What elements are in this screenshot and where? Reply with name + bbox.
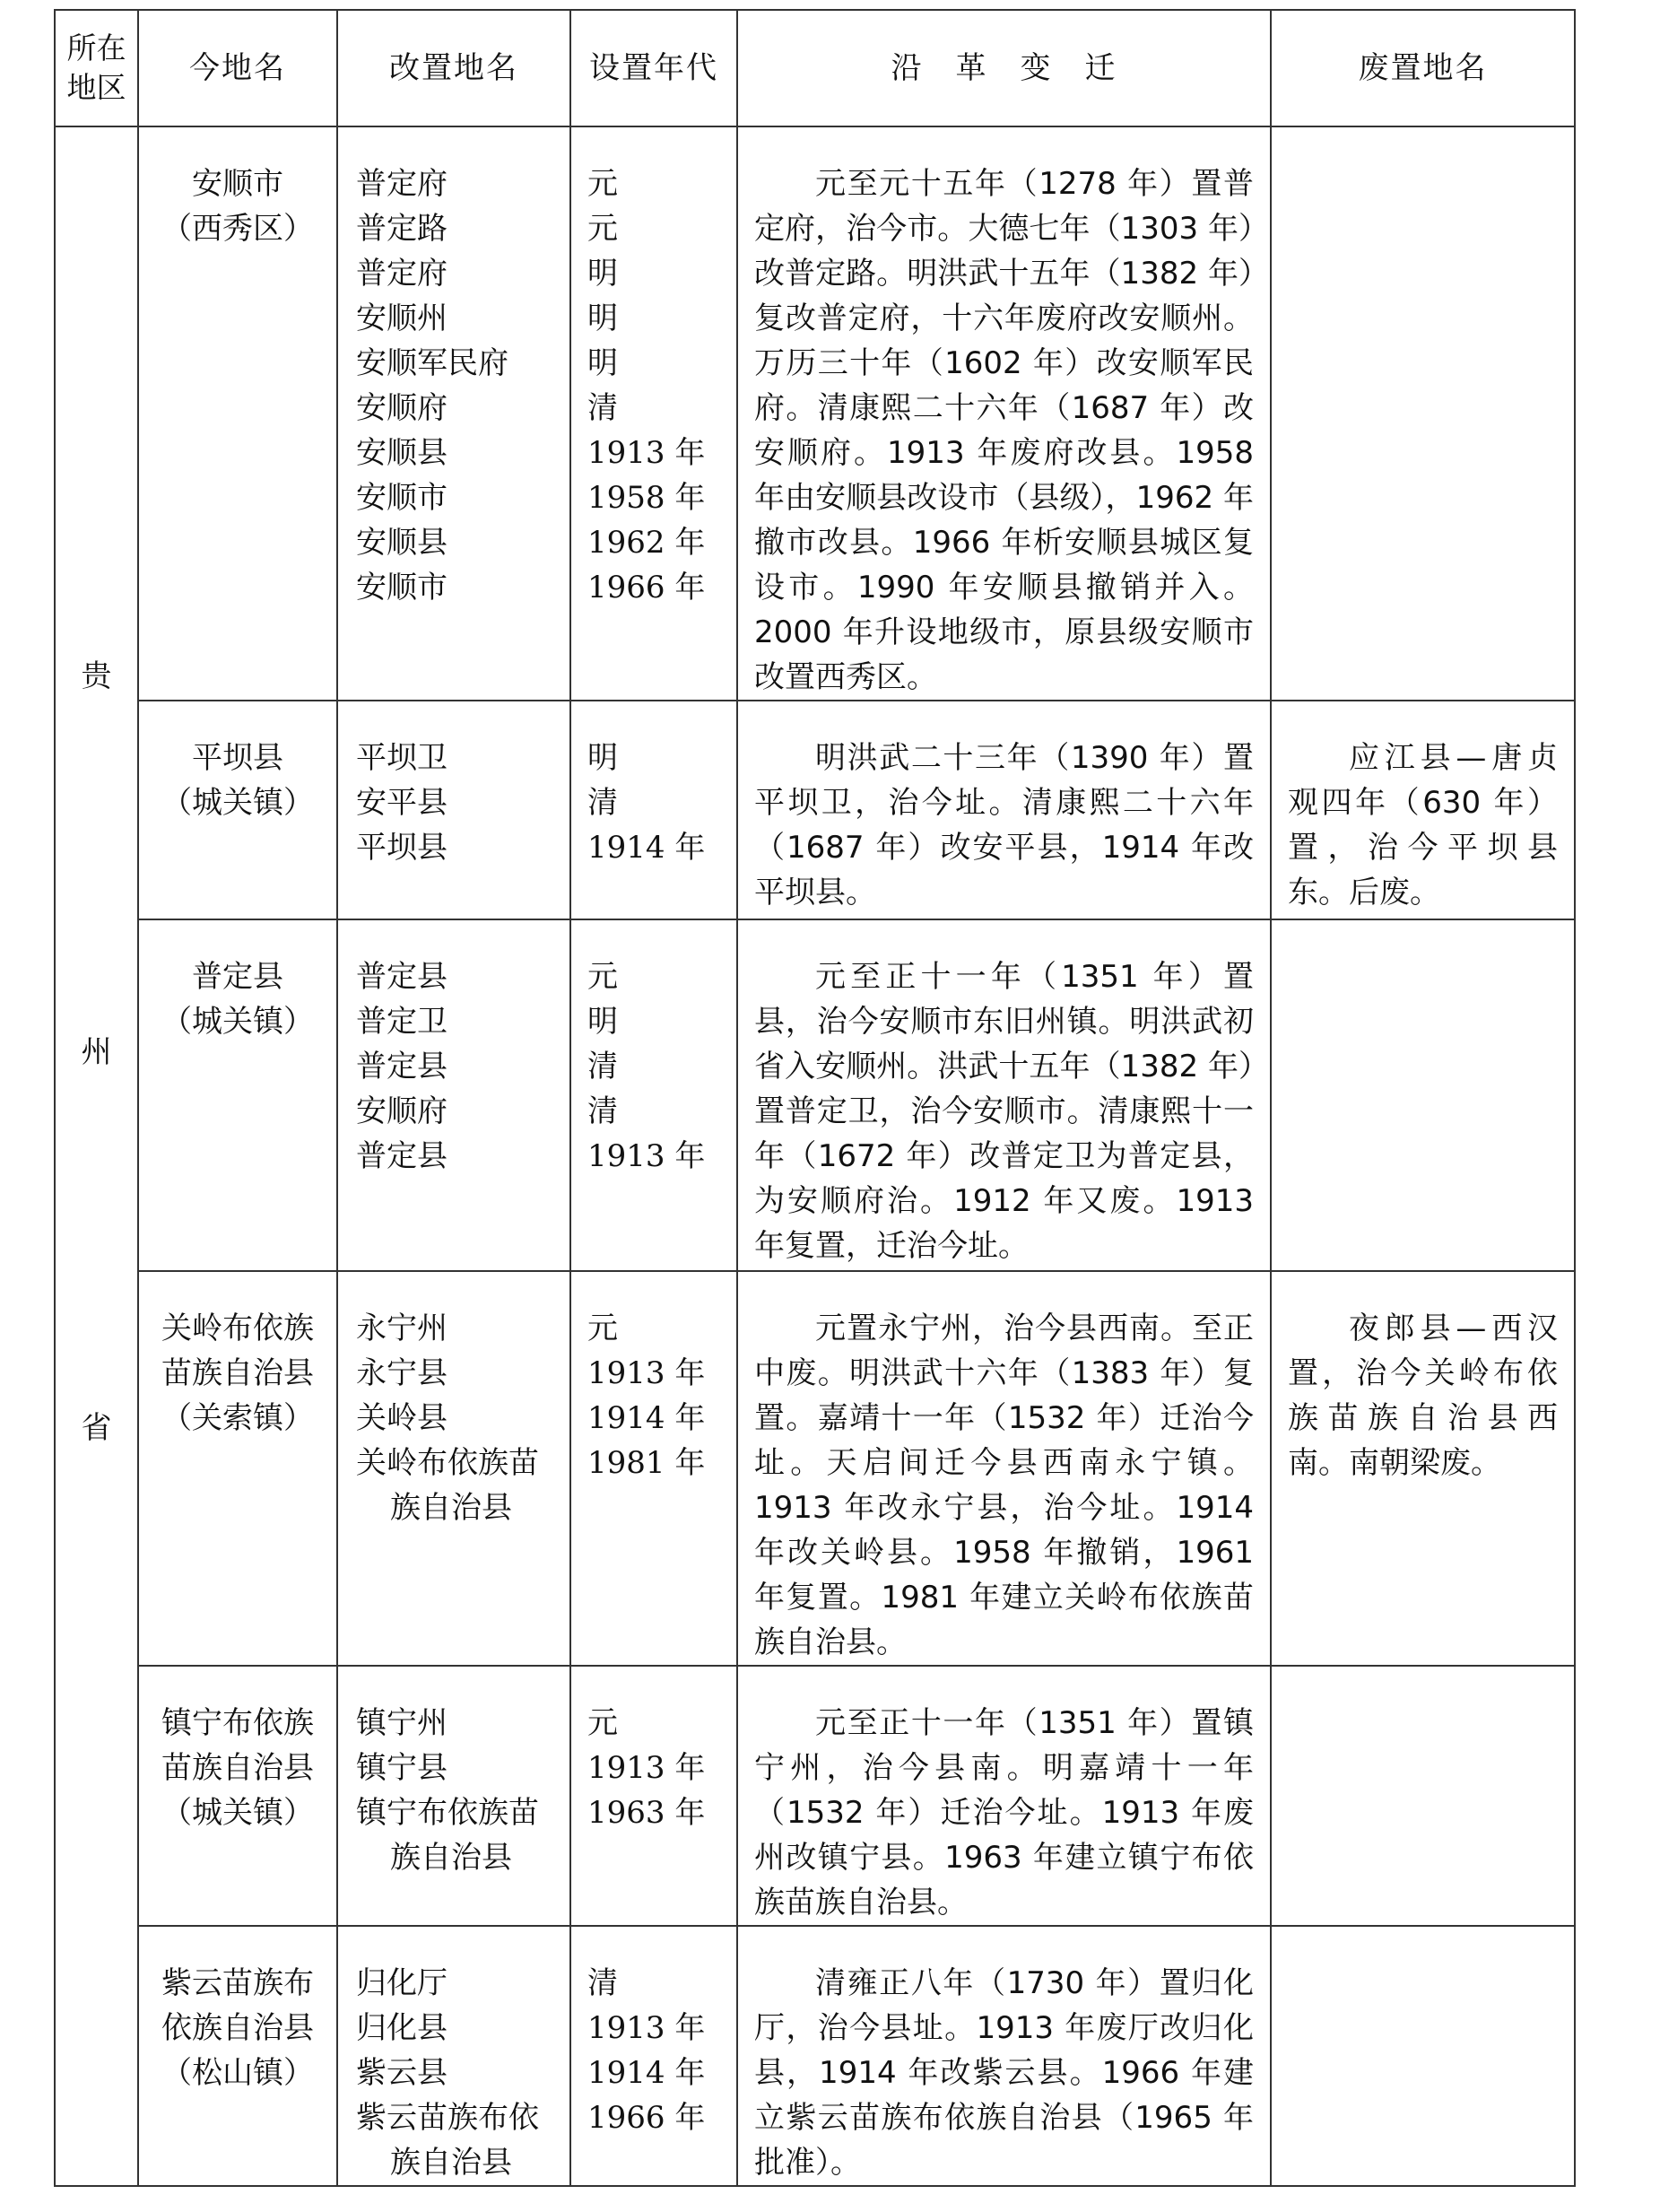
year: 1958 年: [587, 480, 706, 516]
year: 1966 年: [587, 570, 706, 605]
former-name: 普定县: [356, 1138, 448, 1174]
former-name-cell: [337, 919, 570, 1271]
former-name: 普定卫: [356, 1004, 448, 1040]
former-name: 普定县: [356, 959, 448, 995]
former-name: 安顺府: [356, 1093, 448, 1129]
former-name: 永宁县: [356, 1355, 448, 1391]
current-name-cell: [138, 701, 337, 919]
current-seat: （松山镇）: [161, 2055, 314, 2091]
current-name: 关岭布依族: [161, 1311, 314, 1346]
table-row: [55, 1926, 1575, 2186]
year: 1962 年: [587, 525, 706, 561]
year: 清: [587, 390, 618, 426]
year-cell: [570, 126, 737, 701]
header-region: 所在地区: [55, 10, 138, 126]
table-row: [55, 919, 1575, 1271]
year-cell: [570, 919, 737, 1271]
former-name: 归化县: [356, 2010, 448, 2046]
current-name: 苗族自治县: [161, 1355, 314, 1391]
abolished-text: 应江县—唐贞观四年（630 年）置，治今平坝县东。后废。: [1288, 740, 1558, 910]
current-seat: （城关镇）: [161, 1004, 314, 1040]
former-name: 族自治县: [390, 2145, 512, 2181]
abolished-cell: [1271, 919, 1575, 1271]
year: 明: [587, 300, 618, 336]
history-cell: [737, 1271, 1271, 1666]
former-name: 紫云县: [356, 2055, 448, 2091]
current-name: 镇宁布依族: [161, 1705, 314, 1741]
current-seat: （城关镇）: [161, 785, 314, 821]
former-name: 安顺军民府: [356, 345, 508, 381]
former-name: 镇宁县: [356, 1750, 448, 1786]
header-former-name: 改置地名: [337, 10, 570, 126]
year-cell: [570, 1666, 737, 1926]
year: 明: [587, 256, 618, 292]
year: 1914 年: [587, 2055, 706, 2091]
current-name-cell: [138, 1926, 337, 2186]
abolished-text: 夜郎县—西汉置，治今关岭布依族苗族自治县西南。南朝梁废。: [1288, 1311, 1558, 1481]
current-seat: （城关镇）: [161, 1795, 314, 1831]
former-name: 普定府: [356, 166, 448, 202]
former-name: 普定路: [356, 211, 448, 247]
year: 明: [587, 740, 618, 776]
year-cell: [570, 1271, 737, 1666]
history-cell: [737, 1666, 1271, 1926]
year: 清: [587, 785, 618, 821]
year: 元: [587, 166, 618, 202]
former-name: 紫云苗族布依: [356, 2100, 539, 2136]
year: 明: [587, 1004, 618, 1040]
year: 元: [587, 1311, 618, 1346]
header-current-name: 今地名: [138, 10, 337, 126]
current-name-cell: [138, 919, 337, 1271]
former-name: 族自治县: [390, 1840, 512, 1876]
former-name: 镇宁州: [356, 1705, 448, 1741]
former-name-cell: [337, 126, 570, 701]
history-cell: [737, 126, 1271, 701]
former-name-cell: [337, 1271, 570, 1666]
abolished-cell: [1271, 1926, 1575, 2186]
year: 元: [587, 959, 618, 995]
table-row: [55, 701, 1575, 919]
year: 1963 年: [587, 1795, 706, 1831]
history-text: 元至元十五年（1278 年）置普定府，治今市。大德七年（1303 年）改普定路。明洪武十五年（1382 年）复改普定府，十六年废府改安顺州。万历三十年（1602 年）改安顺军民府。清康熙二十六年（1687 年）改安顺府。1913 年废府改县。1958 年由安顺县改设市（县级），1962 年撤市改县。1966 年析安顺县城区复设市。1990 年安顺县撤销并入。2000 年升设地级市，原县级安顺市改置西秀区。: [754, 166, 1254, 695]
year: 1913 年: [587, 435, 706, 471]
former-name: 普定县: [356, 1049, 448, 1084]
current-name: 安顺市: [192, 166, 283, 202]
former-name: 安顺县: [356, 435, 448, 471]
history-cell: [737, 1926, 1271, 2186]
place-name-table: [54, 9, 1576, 2187]
year-cell: [570, 1926, 737, 2186]
header-row: [55, 10, 1575, 126]
abolished-cell: [1271, 126, 1575, 701]
former-name: 安顺州: [356, 300, 448, 336]
year: 1913 年: [587, 1355, 706, 1391]
former-name: 安顺市: [356, 570, 448, 605]
header-abolished: 废置地名: [1271, 10, 1575, 126]
former-name: 安顺府: [356, 390, 448, 426]
former-name-cell: [337, 701, 570, 919]
region-char: 贵: [81, 658, 112, 694]
former-name: 永宁州: [356, 1311, 448, 1346]
abolished-cell: [1271, 1666, 1575, 1926]
region-cell: [55, 126, 138, 2186]
header-history: 沿 革 变 迁: [737, 10, 1271, 126]
former-name: 镇宁布依族苗: [356, 1795, 539, 1831]
year: 1966 年: [587, 2100, 706, 2136]
current-name: 平坝县: [192, 740, 283, 776]
year: 清: [587, 1965, 618, 2001]
history-text: 元置永宁州，治今县西南。至正中废。明洪武十六年（1383 年）复置。嘉靖十一年（1532 年）迁治今址。天启间迁今县西南永宁镇。1913 年改永宁县，治今址。1914 年改关岭县。1958 年撤销，1961 年复置。1981 年建立关岭布依族苗族自治县。: [754, 1311, 1254, 1660]
former-name: 普定府: [356, 256, 448, 292]
year: 元: [587, 1705, 618, 1741]
current-name-cell: [138, 1666, 337, 1926]
year: 清: [587, 1093, 618, 1129]
current-seat: （西秀区）: [161, 211, 314, 247]
current-name: 依族自治县: [161, 2010, 314, 2046]
history-cell: [737, 919, 1271, 1271]
current-name: 苗族自治县: [161, 1750, 314, 1786]
former-name: 安平县: [356, 785, 448, 821]
history-cell: [737, 701, 1271, 919]
year: 1913 年: [587, 1138, 706, 1174]
year: 元: [587, 211, 618, 247]
former-name: 关岭县: [356, 1400, 448, 1436]
region-char: 州: [81, 1033, 112, 1070]
former-name-cell: [337, 1926, 570, 2186]
history-text: 清雍正八年（1730 年）置归化厅，治今县址。1913 年废厅改归化县，1914 年改紫云县。1966 年建立紫云苗族布依族自治县（1965 年批准）。: [754, 1965, 1254, 2181]
former-name-cell: [337, 1666, 570, 1926]
region-char: 省: [81, 1409, 112, 1446]
year: 1981 年: [587, 1445, 706, 1481]
year-cell: [570, 701, 737, 919]
history-text: 明洪武二十三年（1390 年）置平坝卫，治今址。清康熙二十六年（1687 年）改安平县，1914 年改平坝县。: [754, 740, 1254, 910]
former-name: 平坝卫: [356, 740, 448, 776]
former-name: 安顺县: [356, 525, 448, 561]
former-name: 族自治县: [390, 1490, 512, 1526]
abolished-cell: [1271, 1271, 1575, 1666]
current-name-cell: [138, 126, 337, 701]
year: 明: [587, 345, 618, 381]
history-text: 元至正十一年（1351 年）置镇宁州，治今县南。明嘉靖十一年（1532 年）迁治今址。1913 年废州改镇宁县。1963 年建立镇宁布依族苗族自治县。: [754, 1705, 1254, 1920]
year: 1914 年: [587, 1400, 706, 1436]
former-name: 关岭布依族苗: [356, 1445, 539, 1481]
current-name-cell: [138, 1271, 337, 1666]
year: 1913 年: [587, 1750, 706, 1786]
history-text: 元至正十一年（1351 年）置县，治今安顺市东旧州镇。明洪武初省入安顺州。洪武十五年（1382 年）置普定卫，治今安顺市。清康熙十一年（1672 年）改普定卫为普定县，为安顺府治。1912 年又废。1913 年复置，迁治今址。: [754, 959, 1254, 1264]
year: 清: [587, 1049, 618, 1084]
current-name: 紫云苗族布: [161, 1965, 314, 2001]
table-row: [55, 126, 1575, 701]
table-row: [55, 1271, 1575, 1666]
current-name: 普定县: [192, 959, 283, 995]
year: 1914 年: [587, 830, 706, 866]
current-seat: （关索镇）: [161, 1400, 314, 1436]
former-name: 平坝县: [356, 830, 448, 866]
former-name: 归化厅: [356, 1965, 448, 2001]
abolished-cell: [1271, 701, 1575, 919]
year: 1913 年: [587, 2010, 706, 2046]
table-row: [55, 1666, 1575, 1926]
header-year: 设置年代: [570, 10, 737, 126]
former-name: 安顺市: [356, 480, 448, 516]
